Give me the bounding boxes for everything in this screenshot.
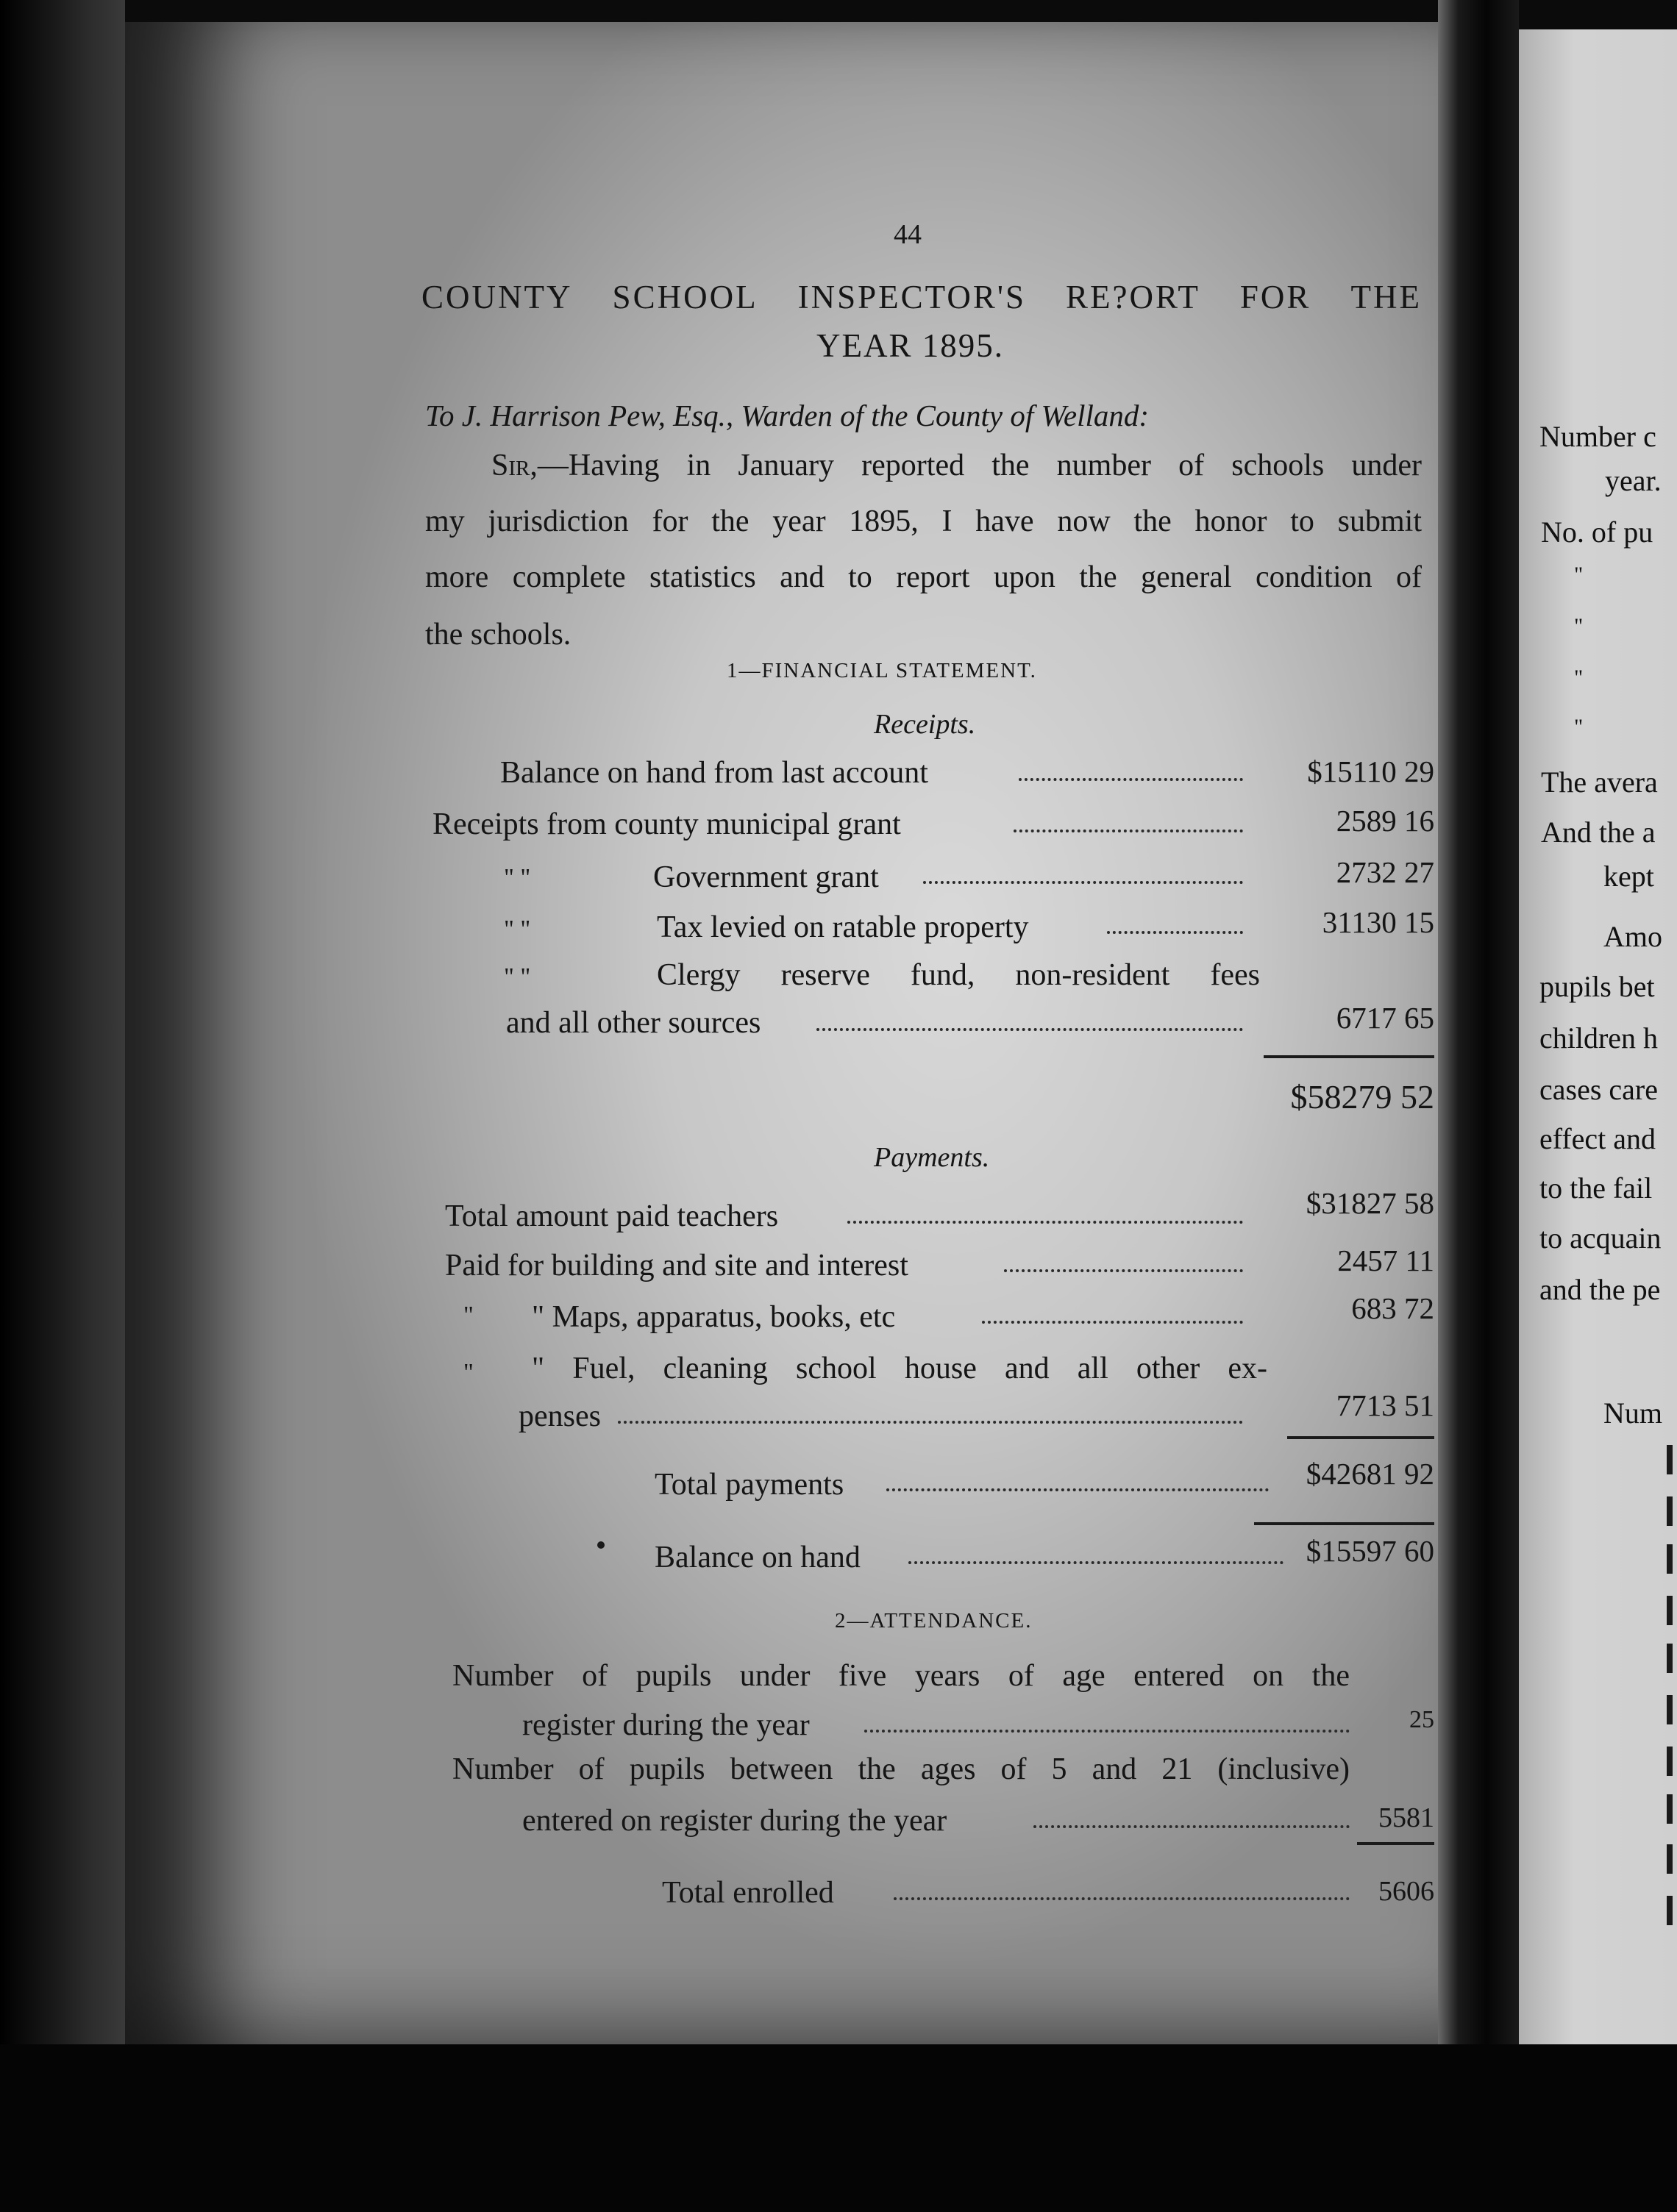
book-gutter <box>1438 0 1519 2212</box>
title-word: FOR <box>1239 279 1311 315</box>
ditto-mark: " " <box>504 963 531 991</box>
facing-text-fragment: Number c <box>1539 420 1656 453</box>
dot-leader <box>894 1897 1350 1900</box>
attendance-value: 25 <box>1409 1706 1434 1733</box>
payment-amount: 683 72 <box>1351 1291 1434 1325</box>
total-rule <box>1264 1055 1434 1058</box>
ditto-mark: " <box>463 1302 474 1329</box>
dot-leader <box>908 1561 1283 1564</box>
intro-text: —Having in January reported the number of schools under <box>537 449 1422 482</box>
title-word: COUNTY <box>421 279 573 315</box>
total-payments-label: Total payments <box>655 1468 844 1502</box>
payment-label: Paid for building and site and interest <box>445 1249 908 1282</box>
facing-letter-fragment <box>1667 1695 1673 1724</box>
receipt-label: Receipts from county municipal grant <box>432 807 901 841</box>
intro-line-3: more complete statistics and to report upon the general condition of <box>425 560 1422 594</box>
receipt-amount: 6717 65 <box>1336 1001 1434 1035</box>
payments-heading: Payments. <box>874 1142 990 1173</box>
facing-letter-fragment <box>1667 1794 1673 1824</box>
facing-ditto: " <box>1574 666 1584 690</box>
payment-amount: 7713 51 <box>1336 1388 1434 1422</box>
facing-text-fragment: to the fail <box>1539 1171 1653 1205</box>
attendance-heading: 2—ATTENDANCE. <box>835 1609 1033 1633</box>
total-rule <box>1254 1522 1434 1525</box>
facing-letter-fragment <box>1667 1544 1673 1574</box>
dot-leader <box>864 1730 1350 1733</box>
dot-leader <box>923 881 1243 884</box>
facing-letter-fragment <box>1667 1844 1673 1874</box>
title-word: THE <box>1350 279 1422 315</box>
facing-text-fragment: to acquain <box>1539 1221 1662 1255</box>
payment-label: Total amount paid teachers <box>445 1199 779 1233</box>
attendance-label: Number of pupils between the ages of 5 and 21 (inclusive) <box>452 1752 1350 1786</box>
facing-text-fragment: kept <box>1603 860 1654 893</box>
facing-letter-fragment <box>1667 1596 1673 1625</box>
attendance-value: 5581 <box>1378 1802 1434 1833</box>
facing-text-fragment: Amo <box>1603 920 1662 953</box>
intro-line-4: the schools. <box>425 618 572 652</box>
payment-amount: 2457 11 <box>1337 1244 1434 1277</box>
balance-label: Balance on hand <box>655 1541 861 1574</box>
total-rule <box>1357 1842 1434 1845</box>
title-word: RE?ORT <box>1066 279 1200 315</box>
receipt-label: Tax levied on ratable property <box>657 910 1029 944</box>
receipt-amount: $15110 29 <box>1307 754 1434 788</box>
ditto-mark: " " <box>504 864 531 891</box>
facing-text-fragment: And the a <box>1541 816 1656 849</box>
total-enrolled-label: Total enrolled <box>662 1876 834 1910</box>
facing-text-fragment: The avera <box>1541 766 1658 799</box>
facing-letter-fragment <box>1667 1896 1673 1925</box>
receipt-amount: 2732 27 <box>1336 855 1434 889</box>
dot-leader <box>816 1028 1243 1031</box>
receipt-amount: 31130 15 <box>1322 905 1434 939</box>
ditto-mark: " " <box>504 916 531 943</box>
receipts-total: $58279 52 <box>1290 1078 1434 1116</box>
payment-label-continued: penses <box>519 1399 601 1433</box>
page-sheet <box>125 22 1456 2052</box>
dot-leader <box>1033 1825 1350 1828</box>
payment-label: " Fuel, cleaning school house and all other ex- <box>532 1352 1267 1385</box>
salutation: Sir, <box>491 449 538 482</box>
title-word: INSPECTOR'S <box>797 279 1026 315</box>
facing-text-fragment: No. of pu <box>1541 515 1653 549</box>
dot-leader <box>847 1221 1243 1224</box>
page-number: 44 <box>894 219 922 250</box>
dot-leader <box>1014 830 1243 832</box>
total-enrolled-value: 5606 <box>1378 1876 1434 1907</box>
book-left-edge <box>0 0 125 2212</box>
receipts-heading: Receipts. <box>874 709 976 740</box>
scan-bottom-border <box>0 2044 1677 2212</box>
facing-text-fragment: Num <box>1603 1396 1662 1430</box>
total-rule <box>1287 1436 1434 1439</box>
payment-label: " Maps, apparatus, books, etc <box>532 1300 896 1334</box>
intro-line-1 <box>491 450 1422 481</box>
facing-text-fragment: effect and <box>1539 1122 1656 1155</box>
dot-leader <box>886 1488 1269 1491</box>
receipt-amount: 2589 16 <box>1336 804 1434 838</box>
report-title-line-2: YEAR 1895. <box>816 327 1004 364</box>
balance-amount: $15597 60 <box>1306 1534 1434 1568</box>
payment-amount: $31827 58 <box>1306 1186 1434 1220</box>
receipt-label: Balance on hand from last account <box>500 756 928 790</box>
dot-leader <box>1019 778 1243 781</box>
facing-ditto: " <box>1574 614 1584 638</box>
receipt-label: Government grant <box>653 860 879 894</box>
receipt-label: Clergy reserve fund, non-resident fees <box>657 958 1260 992</box>
facing-text-fragment: cases care <box>1539 1073 1658 1106</box>
facing-text-fragment: and the pe <box>1539 1273 1661 1306</box>
report-title-line-1 <box>421 281 1422 314</box>
facing-text-fragment: pupils bet <box>1539 970 1655 1003</box>
ink-spot <box>597 1541 605 1549</box>
facing-letter-fragment <box>1667 1644 1673 1673</box>
attendance-label-continued: register during the year <box>522 1708 810 1742</box>
facing-ditto: " <box>1574 715 1584 739</box>
title-word: SCHOOL <box>612 279 758 315</box>
facing-text-fragment: children h <box>1539 1021 1659 1055</box>
financial-heading: 1—FINANCIAL STATEMENT. <box>727 659 1037 682</box>
receipt-label-continued: and all other sources <box>506 1006 761 1040</box>
total-payments-amount: $42681 92 <box>1306 1457 1434 1491</box>
attendance-label-continued: entered on register during the year <box>522 1804 947 1838</box>
facing-ditto: " <box>1574 563 1584 587</box>
dot-leader <box>982 1321 1243 1324</box>
facing-letter-fragment <box>1667 1747 1673 1776</box>
dot-leader <box>1107 931 1243 934</box>
facing-letter-fragment <box>1667 1496 1673 1526</box>
facing-letter-fragment <box>1667 1445 1673 1474</box>
facing-text-fragment: year. <box>1605 464 1662 497</box>
ditto-mark: " <box>463 1359 474 1386</box>
address-line: To J. Harrison Pew, Esq., Warden of the County of Welland: <box>425 399 1149 432</box>
intro-line-2: my jurisdiction for the year 1895, I have now the honor to submit <box>425 504 1422 538</box>
dot-leader <box>1004 1269 1243 1272</box>
dot-leader <box>618 1421 1243 1424</box>
attendance-label: Number of pupils under five years of age entered on the <box>452 1659 1350 1693</box>
